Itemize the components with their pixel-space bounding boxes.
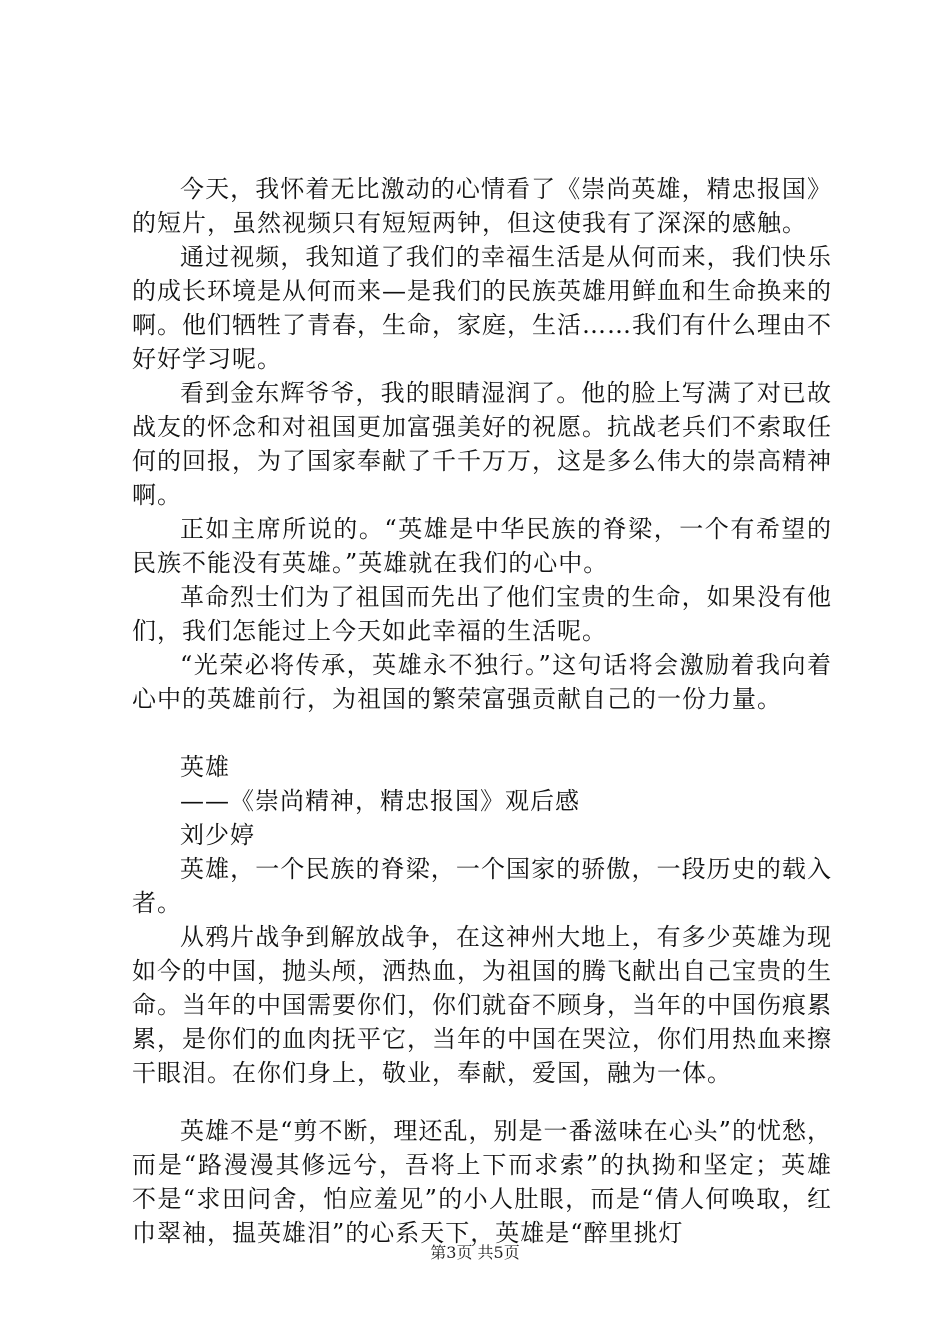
paragraph: 从鸦片战争到解放战争，在这神州大地上，有多少英雄为现如今的中国，抛头颅，洒热血，为祖国的腾飞献出自己宝贵的生命。当年的中国需要你们，你们就奋不顾身，当年的中国伤痕累累，是你们的血肉抚平它，当年的中国在哭泣，你们用热血来擦干眼泪。在你们身上，敬业，奉献，爱国，融为一体。	[132, 923, 832, 1087]
paragraph: “光荣必将传承，英雄永不独行。”这句话将会激励着我向着心中的英雄前行，为祖国的繁荣富强贡献自己的一份力量。	[132, 651, 832, 713]
paragraph: 通过视频，我知道了我们的幸福生活是从何而来，我们快乐的成长环境是从何而来—是我们的民族英雄用鲜血和生命换来的啊。他们牺牲了青春，生命，家庭，生活……我们有什么理由不好好学习呢。	[132, 243, 832, 373]
page-number-footer: 第3页 共5页	[430, 1243, 520, 1262]
paragraph: 看到金东辉爷爷，我的眼睛湿润了。他的脸上写满了对已故战友的怀念和对祖国更加富强美好的祝愿。抗战老兵们不索取任何的回报，为了国家奉献了千千万万，这是多么伟大的崇高精神啊。	[132, 379, 832, 509]
article-subtitle: ——《崇尚精神，精忠报国》观后感	[180, 787, 580, 815]
paragraph: 英雄不是“剪不断，理还乱，别是一番滋味在心头”的忧愁，而是“路漫漫其修远兮，吾将上下而求索”的执拗和坚定；英雄不是“求田问舍，怕应羞见”的小人肚眼，而是“倩人何唤取，红巾翠袖，揾英雄泪”的心系天下，英雄是“醉里挑灯	[132, 1117, 832, 1247]
paragraph: 正如主席所说的。“英雄是中华民族的脊梁，一个有希望的民族不能没有英雄。”英雄就在我们的心中。	[132, 515, 832, 577]
paragraph: 英雄，一个民族的脊梁，一个国家的骄傲，一段历史的载入者。	[132, 855, 832, 917]
paragraph: 革命烈士们为了祖国而先出了他们宝贵的生命，如果没有他们，我们怎能过上今天如此幸福的生活呢。	[132, 583, 832, 645]
article-title: 英雄	[180, 753, 230, 781]
blank-line	[132, 716, 832, 750]
article-author: 刘少婷	[180, 821, 255, 849]
document-body	[132, 172, 832, 1250]
paragraph: 今天，我怀着无比激动的心情看了《崇尚英雄，精忠报国》的短片，虽然视频只有短短两钟，但这使我有了深深的感触。	[132, 175, 832, 237]
blank-line	[132, 1090, 832, 1114]
